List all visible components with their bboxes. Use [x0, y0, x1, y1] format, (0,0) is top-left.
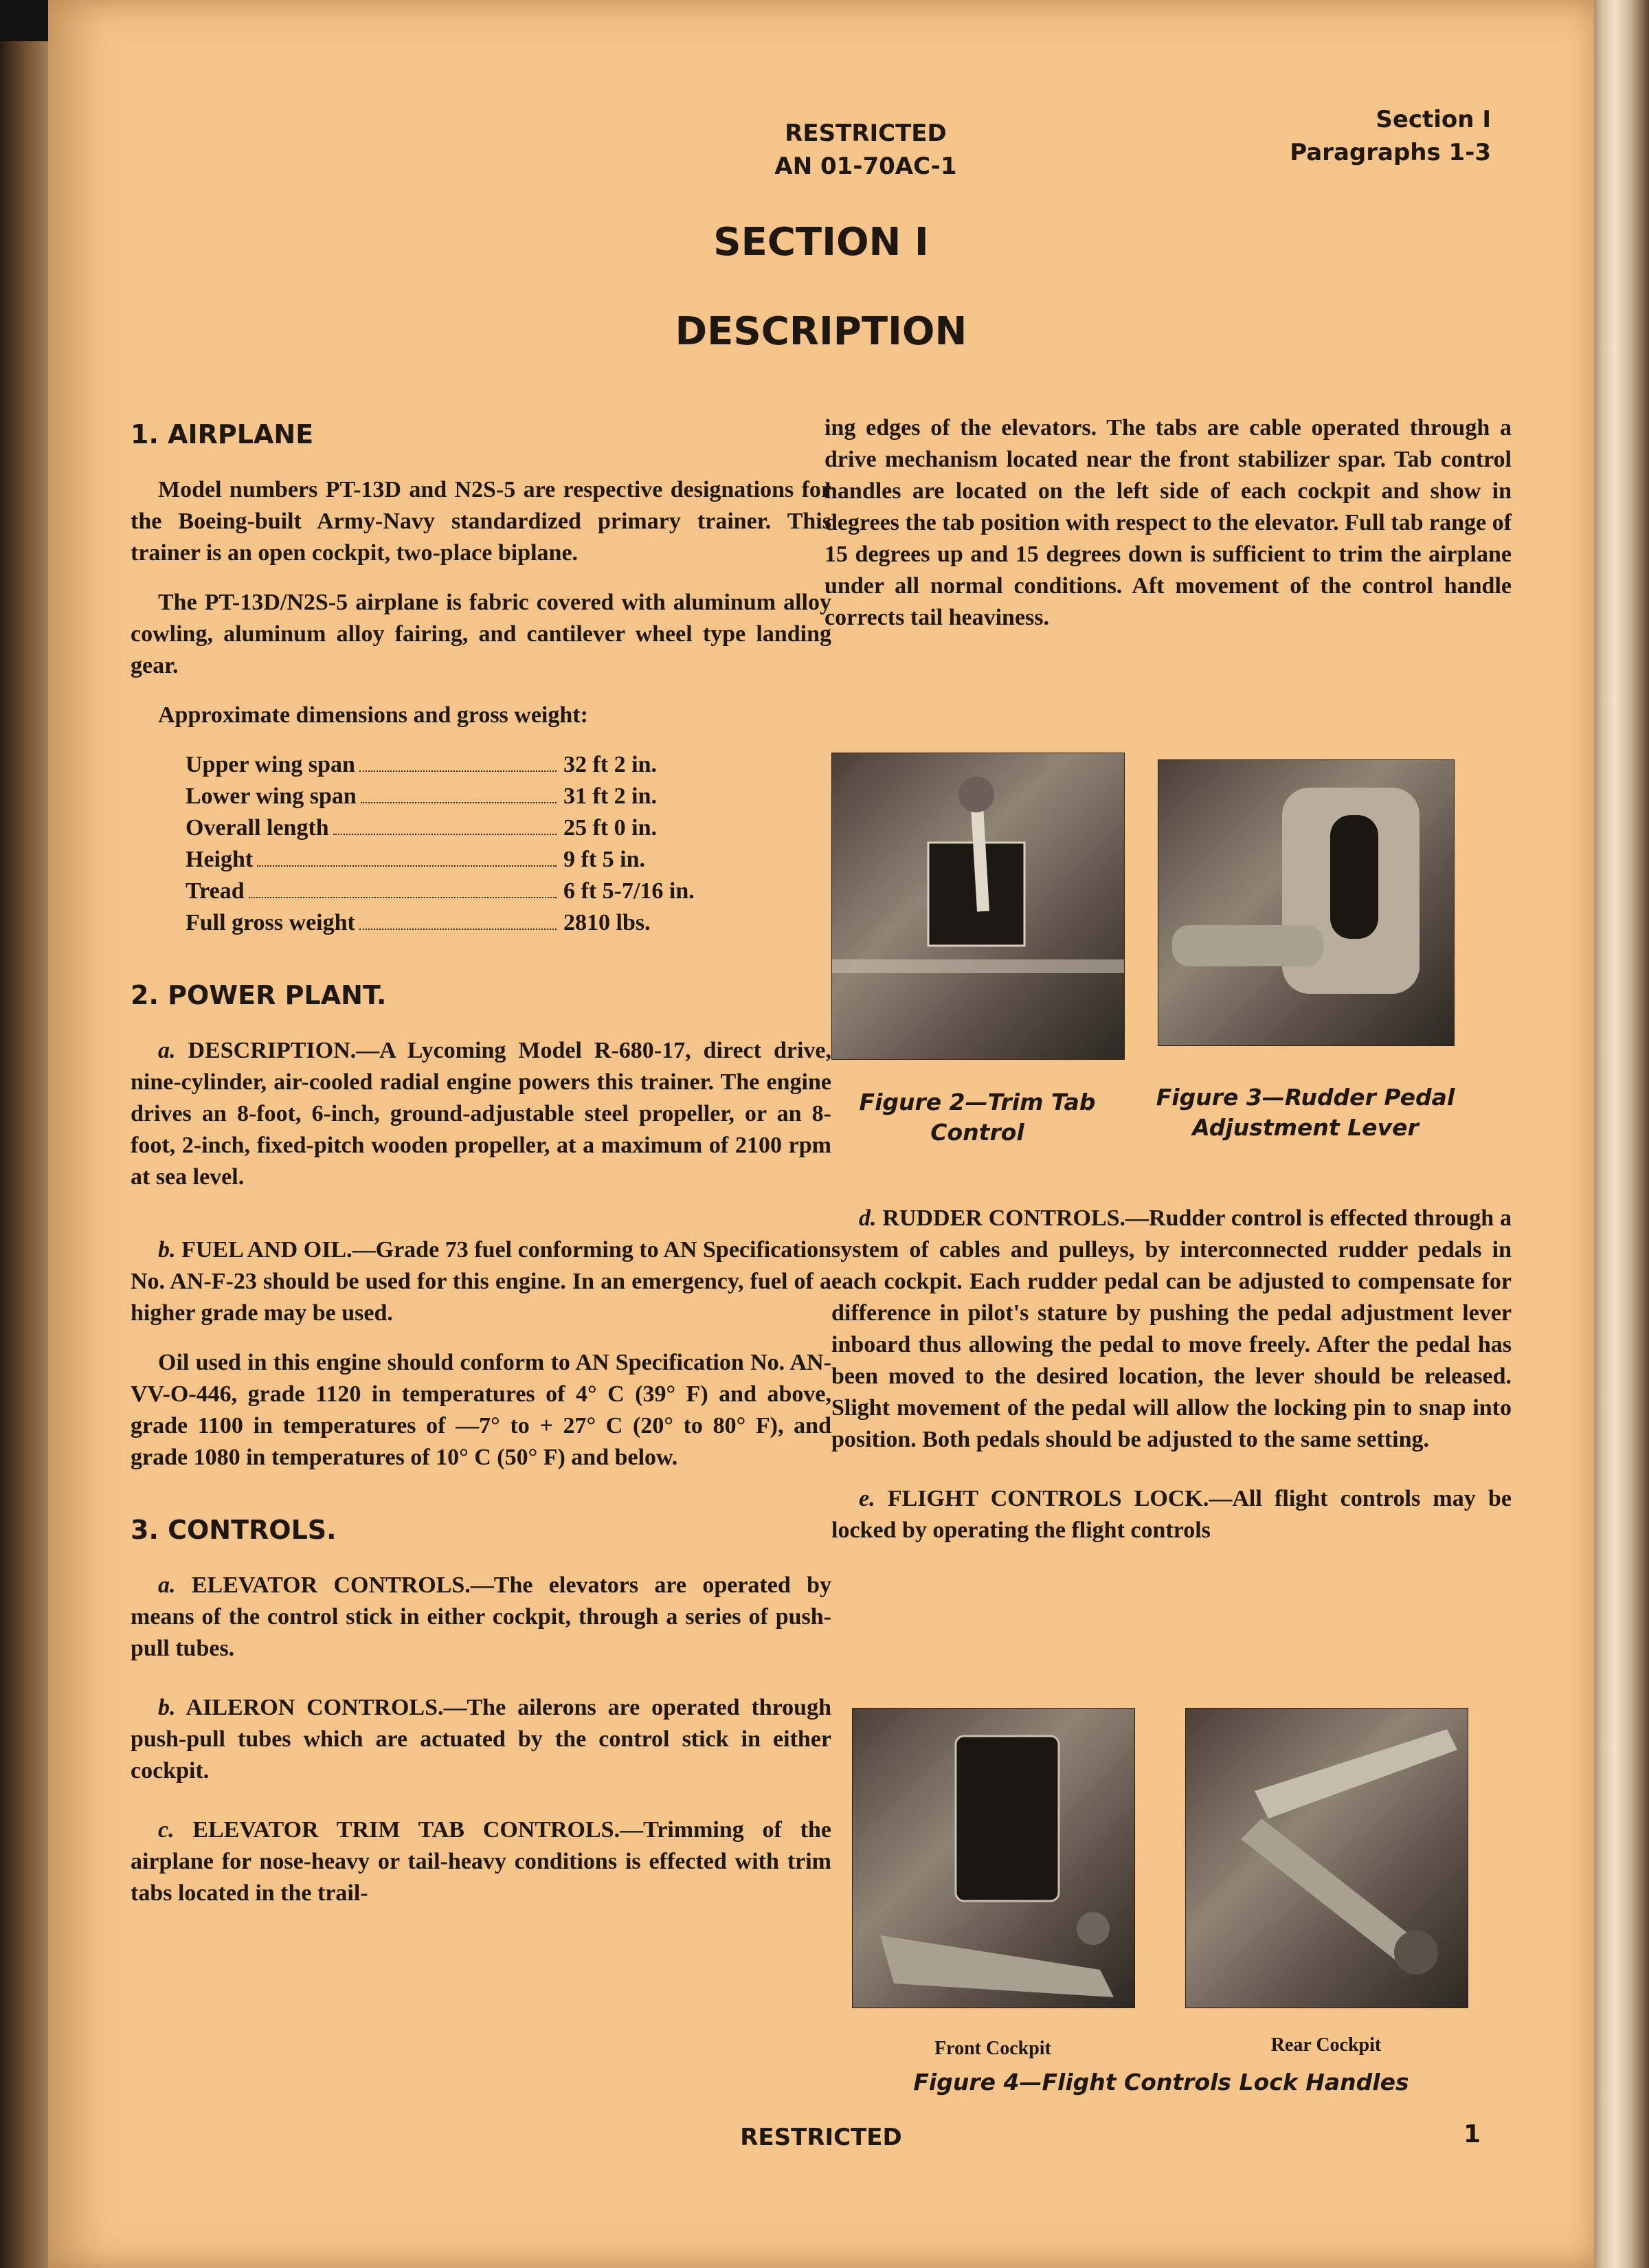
figure-2-caption: Figure 2—Trim Tab Control — [859, 1089, 1096, 1146]
para-elevator-text: ELEVATOR CONTROLS.—The elevators are operated by means of the control stick in either cockpit, through a series of push-pull tubes. — [131, 1572, 831, 1661]
book-spine — [0, 41, 55, 2268]
figure-3-photo — [1158, 759, 1455, 1046]
heading-power-plant: 2. POWER PLANT. — [131, 980, 387, 1010]
para-description-text: DESCRIPTION.—A Lycoming Model R-680-17, direct drive, nine-cylinder, air-cooled radial engine powers this trainer. The engine drives an 8-foot, 6-inch, ground-adjustable steel propeller, or an 8-foot, 2-inch, fixed-pitch wooden propeller, at a maximum of 2100 rpm at sea level. — [131, 1038, 831, 1190]
dot-leader — [359, 929, 557, 930]
figure-4-front-photo — [852, 1708, 1135, 2008]
para-trim-tab-text: ELEVATOR TRIM TAB CONTROLS.—Trimming of the airplane for nose-heavy or tail-heavy conditions is effected with trim tabs located in the trail- — [131, 1817, 831, 1906]
header-section-ref: Section I — [1376, 106, 1491, 133]
dimension-label: Full gross weight — [186, 910, 355, 935]
figure-3-caption: Figure 3—Rudder Pedal Adjustment Lever — [1156, 1084, 1455, 1141]
para-lead-c: c. — [158, 1817, 175, 1843]
dimension-value: 9 ft 5 in. — [563, 847, 645, 872]
page-number: 1 — [1463, 2120, 1481, 2148]
dimension-value: 6 ft 5-7/16 in. — [563, 878, 695, 904]
dot-leader — [249, 897, 557, 898]
para-lead-a2: a. — [158, 1572, 176, 1598]
para-lead-d: d. — [859, 1205, 877, 1231]
document-page — [48, 0, 1594, 2268]
page-edges — [1587, 0, 1649, 2268]
para-aileron — [131, 1692, 831, 1787]
para-lead-e: e. — [859, 1486, 875, 1511]
dimension-value: 32 ft 2 in. — [563, 752, 657, 777]
trim-tab-illustration — [832, 753, 1124, 1059]
para-lead-a: a. — [158, 1038, 176, 1063]
header-center — [694, 117, 1037, 183]
dimension-label: Overall length — [186, 815, 329, 841]
para-elevator — [131, 1570, 831, 1665]
figure-4-rear-photo — [1185, 1708, 1468, 2008]
figure-2-photo — [831, 753, 1125, 1060]
dimensions-table — [186, 749, 749, 939]
right-column-lower — [831, 1203, 1512, 1564]
dimension-value: 25 ft 0 in. — [563, 815, 657, 841]
section-title: DESCRIPTION — [675, 309, 967, 354]
dot-leader — [333, 834, 557, 835]
para-trim-tab — [131, 1814, 831, 1909]
para-description — [131, 1035, 831, 1193]
figure-4-caption: Figure 4—Flight Controls Lock Handles — [913, 2069, 1409, 2095]
para-fuel-oil — [131, 1234, 831, 1329]
heading-airplane: 1. AIRPLANE — [131, 419, 314, 449]
figure-4-front-label: Front Cockpit — [934, 2038, 1051, 2059]
left-column — [131, 419, 831, 1927]
figure-4-rear-label: Rear Cockpit — [1270, 2034, 1382, 2056]
header-doc-number: AN 01-70AC-1 — [774, 153, 957, 180]
dot-leader — [361, 802, 557, 803]
dimension-value: 2810 lbs. — [563, 910, 651, 935]
para-airplane-1: Model numbers PT-13D and N2S-5 are respective designations for the Boeing-built Army-Navy standardized primary trainer. This trainer is an open cockpit, two-place biplane. — [131, 477, 831, 566]
rudder-pedal-illustration — [1158, 760, 1454, 1045]
header-paragraph-ref: Paragraphs 1-3 — [1290, 139, 1491, 166]
right-column — [824, 412, 1512, 652]
dimension-row — [186, 876, 749, 907]
para-trim-tab-continued: ing edges of the elevators. The tabs are cable operated through a drive mechanism located near the front stabilizer spar. Tab control handles are located on the left side of each cockpit and show in degrees the tab position with respect to the elevator. Full tab range of 15 degrees up and 15 degrees down is sufficient to trim the airplane under all normal conditions. Aft movement of the control handle corrects tail heaviness. — [824, 415, 1512, 630]
dimension-row — [186, 749, 749, 781]
para-airplane-2: The PT-13D/N2S-5 airplane is fabric covered with aluminum alloy cowling, aluminum alloy fairing, and cantilever wheel type landing gear. — [131, 590, 831, 678]
para-lock-text: FLIGHT CONTROLS LOCK.—All flight controls may be locked by operating the flight controls — [831, 1486, 1512, 1543]
heading-controls: 3. CONTROLS. — [131, 1515, 337, 1545]
dimension-label: Lower wing span — [186, 783, 357, 809]
dimension-value: 31 ft 2 in. — [563, 783, 657, 809]
para-aileron-text: AILERON CONTROLS.—The ailerons are operated through push-pull tubes which are actuated by the control stick in either cockpit. — [131, 1695, 831, 1783]
para-lead-b: b. — [158, 1237, 176, 1263]
dot-leader — [359, 770, 557, 772]
section-number: SECTION I — [713, 220, 929, 265]
footer-classification: RESTRICTED — [740, 2124, 902, 2151]
dimension-label: Tread — [186, 878, 245, 904]
dimension-label: Upper wing span — [186, 752, 355, 777]
para-lock — [831, 1483, 1512, 1546]
header-classification: RESTRICTED — [785, 120, 947, 147]
front-lock-handle-illustration — [853, 1709, 1134, 2008]
para-oil: Oil used in this engine should conform to AN Specification No. AN-VV-O-446, grade 1120 in temperatures of 4° C (39° F) and above, grade 1100 in temperatures of —7° to + 27° C (20° to 80° F), and grade 1080 in temperatures of 10° C (50° F) and below. — [131, 1350, 831, 1470]
dimension-label: Height — [186, 847, 254, 872]
rear-lock-handle-illustration — [1186, 1709, 1468, 2008]
header-right — [1189, 103, 1491, 169]
dimension-row — [186, 812, 749, 844]
para-lead-b2: b. — [158, 1695, 176, 1720]
dims-intro: Approximate dimensions and gross weight: — [158, 702, 588, 728]
dimension-row — [186, 907, 749, 939]
dimension-row — [186, 781, 749, 812]
para-rudder — [831, 1203, 1512, 1456]
dimension-row — [186, 844, 749, 876]
dot-leader — [257, 865, 557, 867]
para-fuel-oil-text: FUEL AND OIL.—Grade 73 fuel conforming to AN Specification No. AN-F-23 should be used for this engine. In an emergency, fuel of a higher grade may be used. — [131, 1237, 831, 1326]
para-rudder-text: RUDDER CONTROLS.—Rudder control is effected through a system of cables and pulleys, by interconnected rudder pedals in each cockpit. Each rudder pedal can be adjusted to compensate for difference in pilot's stature by pushing the pedal adjustment lever inboard thus allowing the pedal to move freely. After the pedal has been moved to the desired location, the lever should be released. Slight movement of the pedal will allow the locking pin to snap into position. Both pedals should be adjusted to the same setting. — [831, 1205, 1512, 1452]
